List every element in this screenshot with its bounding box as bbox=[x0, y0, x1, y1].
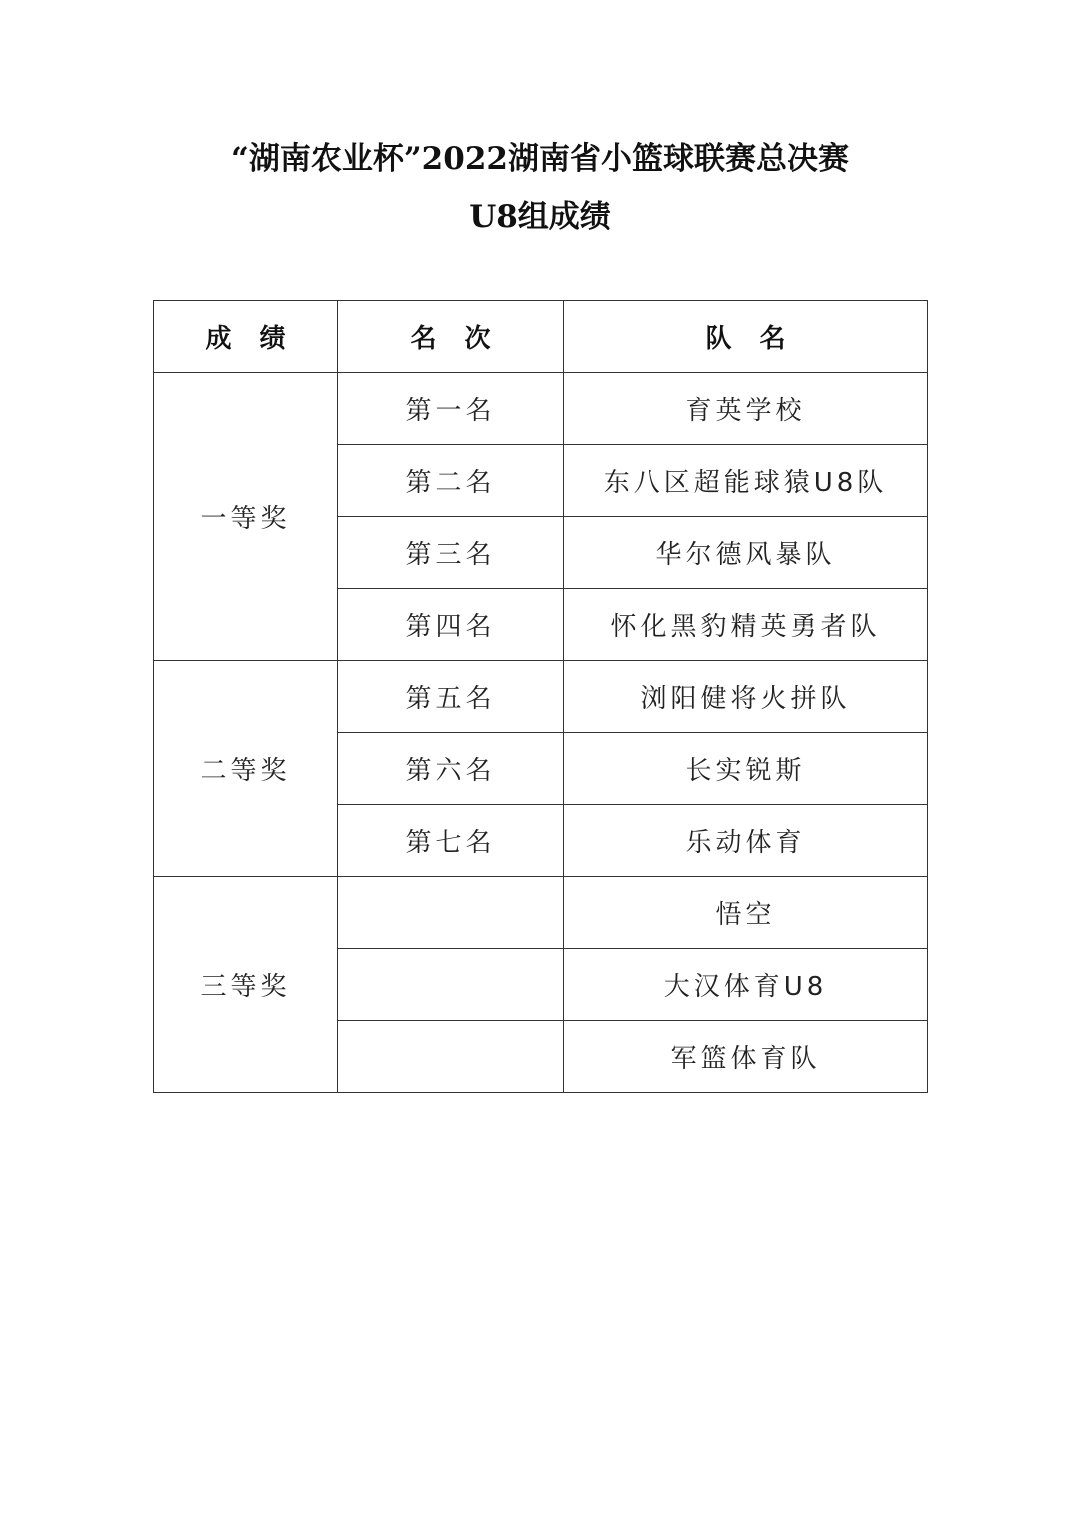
rank-cell: 第二名 bbox=[338, 445, 564, 517]
award-cell-second: 二等奖 bbox=[154, 661, 338, 877]
rank-cell: 第一名 bbox=[338, 373, 564, 445]
document-title bbox=[0, 130, 1080, 246]
header-team: 队名 bbox=[564, 301, 928, 373]
table-row bbox=[154, 877, 928, 949]
team-cell: 怀化黑豹精英勇者队 bbox=[564, 589, 928, 661]
team-cell: 长实锐斯 bbox=[564, 733, 928, 805]
award-cell-first: 一等奖 bbox=[154, 373, 338, 661]
results-table bbox=[153, 300, 928, 1093]
title-line-2: U8组成绩 bbox=[469, 199, 611, 235]
rank-cell bbox=[338, 1021, 564, 1093]
rank-cell: 第七名 bbox=[338, 805, 564, 877]
team-cell: 悟空 bbox=[564, 877, 928, 949]
team-cell: 东八区超能球猿U8队 bbox=[564, 445, 928, 517]
table-row bbox=[154, 373, 928, 445]
team-cell: 乐动体育 bbox=[564, 805, 928, 877]
rank-cell bbox=[338, 877, 564, 949]
rank-cell bbox=[338, 949, 564, 1021]
rank-cell: 第六名 bbox=[338, 733, 564, 805]
title-line-1: “湖南农业杯”2022湖南省小篮球联赛总决赛 bbox=[231, 141, 849, 177]
rank-cell: 第五名 bbox=[338, 661, 564, 733]
team-cell: 华尔德风暴队 bbox=[564, 517, 928, 589]
award-cell-third: 三等奖 bbox=[154, 877, 338, 1093]
rank-cell: 第三名 bbox=[338, 517, 564, 589]
team-cell: 大汉体育U8 bbox=[564, 949, 928, 1021]
header-rank: 名次 bbox=[338, 301, 564, 373]
table-row bbox=[154, 661, 928, 733]
team-cell: 育英学校 bbox=[564, 373, 928, 445]
team-cell: 浏阳健将火拼队 bbox=[564, 661, 928, 733]
rank-cell: 第四名 bbox=[338, 589, 564, 661]
header-row bbox=[154, 301, 928, 373]
team-cell: 军篮体育队 bbox=[564, 1021, 928, 1093]
header-award: 成绩 bbox=[154, 301, 338, 373]
